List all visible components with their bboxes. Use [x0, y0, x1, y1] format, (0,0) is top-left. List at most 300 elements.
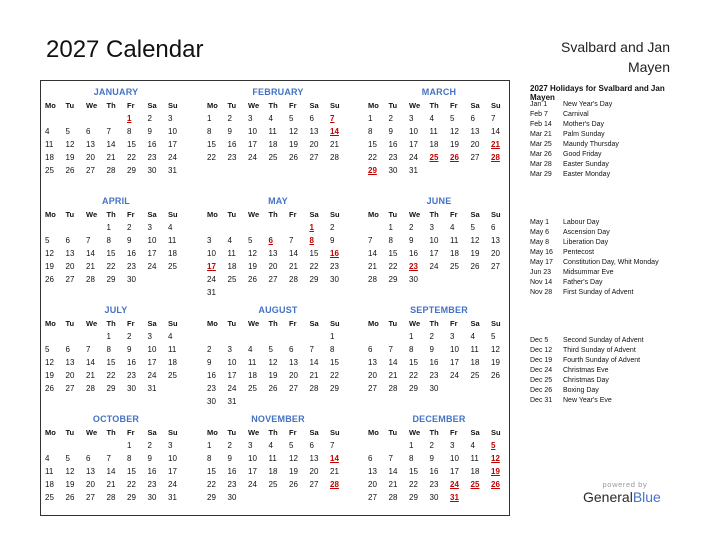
day-cell: 25	[45, 166, 54, 175]
day-cell: 19	[65, 153, 75, 162]
day-cell: 17	[168, 467, 177, 476]
holiday-name: Boxing Day	[563, 387, 599, 394]
weekday-header: Mo	[45, 210, 56, 219]
holiday-name: Good Friday	[563, 151, 602, 158]
day-cell: 7	[309, 345, 314, 354]
empty-day-cell	[269, 221, 290, 234]
empty-day-cell	[45, 439, 66, 452]
holiday-day-cell: 29	[368, 166, 377, 175]
holidays-title: 2027 Holidays for Svalbard and Jan Mayen	[530, 84, 665, 102]
month-days-grid	[45, 317, 187, 395]
holiday-day-cell: 5	[491, 441, 496, 450]
day-cell: 12	[65, 467, 75, 476]
day-cell: 30	[147, 166, 157, 175]
month-may	[207, 194, 349, 299]
day-cell: 29	[388, 275, 398, 284]
weekday-header: Sa	[309, 210, 319, 219]
weekday-header: We	[409, 101, 421, 110]
day-cell: 1	[330, 332, 335, 341]
day-cell: 4	[268, 114, 273, 123]
day-cell: 26	[45, 384, 54, 393]
weekday-header: Su	[168, 428, 178, 437]
weekday-header: We	[86, 319, 98, 328]
day-cell: 16	[409, 249, 418, 258]
holiday-day-cell: 14	[330, 127, 339, 136]
day-cell: 23	[227, 480, 237, 489]
day-cell: 15	[106, 249, 116, 258]
weekday-header: Th	[429, 428, 439, 437]
holiday-date: May 17	[530, 259, 553, 266]
day-cell: 20	[65, 371, 75, 380]
empty-day-cell	[310, 330, 331, 343]
day-cell: 12	[268, 358, 278, 367]
holiday-date: Dec 12	[530, 347, 553, 354]
holiday-date: Dec 19	[530, 357, 553, 364]
day-cell: 16	[227, 140, 237, 149]
day-cell: 27	[491, 262, 500, 271]
month-april	[45, 194, 187, 286]
day-cell: 15	[368, 140, 377, 149]
day-cell: 14	[289, 249, 298, 258]
day-cell: 19	[470, 249, 480, 258]
day-cell: 20	[309, 467, 319, 476]
day-cell: 2	[388, 114, 393, 123]
day-cell: 20	[289, 371, 298, 380]
holiday-row	[530, 218, 659, 228]
day-cell: 6	[86, 454, 91, 463]
holiday-day-cell: 12	[491, 454, 500, 463]
day-cell: 9	[227, 454, 232, 463]
day-cell: 29	[127, 166, 136, 175]
day-cell: 15	[409, 467, 418, 476]
day-cell: 30	[127, 384, 136, 393]
day-cell: 30	[388, 166, 398, 175]
day-cell: 4	[45, 127, 50, 136]
holiday-date: Mar 21	[530, 131, 552, 138]
day-cell: 13	[368, 358, 377, 367]
day-cell: 13	[491, 236, 500, 245]
day-cell: 23	[388, 153, 398, 162]
day-cell: 28	[106, 166, 116, 175]
day-cell: 1	[106, 332, 111, 341]
day-cell: 12	[289, 127, 298, 136]
day-cell: 8	[127, 127, 132, 136]
month-august	[207, 303, 349, 408]
holiday-name: Easter Monday	[563, 171, 611, 178]
day-cell: 1	[207, 441, 212, 450]
holiday-name: Maundy Thursday	[563, 141, 619, 148]
day-cell: 16	[127, 249, 136, 258]
weekday-header: Th	[268, 210, 278, 219]
day-cell: 4	[429, 114, 434, 123]
day-cell: 11	[470, 454, 479, 463]
day-cell: 15	[330, 358, 339, 367]
day-cell: 20	[470, 140, 480, 149]
day-cell: 11	[450, 236, 459, 245]
brand-logo[interactable]	[583, 480, 661, 505]
holiday-list-q2	[530, 218, 659, 298]
day-cell: 19	[289, 140, 298, 149]
day-cell: 2	[147, 441, 152, 450]
month-name: MARCH	[421, 87, 457, 97]
day-cell: 19	[45, 371, 54, 380]
holiday-name: New Year's Eve	[563, 397, 612, 404]
day-cell: 7	[388, 345, 393, 354]
day-cell: 11	[268, 127, 277, 136]
empty-day-cell	[289, 221, 310, 234]
weekday-header: Th	[106, 319, 116, 328]
day-cell: 9	[127, 236, 132, 245]
day-cell: 28	[368, 275, 377, 284]
day-cell: 11	[168, 345, 177, 354]
holiday-date: Dec 24	[530, 367, 553, 374]
day-cell: 28	[388, 493, 398, 502]
holiday-day-cell: 26	[491, 480, 500, 489]
day-cell: 8	[207, 127, 212, 136]
weekday-header: Fr	[127, 210, 135, 219]
day-cell: 12	[45, 249, 54, 258]
day-cell: 24	[168, 480, 177, 489]
day-cell: 30	[227, 493, 237, 502]
day-cell: 2	[147, 114, 152, 123]
day-cell: 22	[207, 480, 216, 489]
day-cell: 2	[429, 332, 434, 341]
weekday-header: Su	[330, 210, 340, 219]
weekday-header: Fr	[127, 101, 135, 110]
day-cell: 6	[309, 441, 314, 450]
day-cell: 7	[106, 454, 111, 463]
day-cell: 2	[409, 223, 414, 232]
day-cell: 14	[86, 358, 95, 367]
day-cell: 13	[65, 358, 75, 367]
day-cell: 19	[268, 371, 278, 380]
weekday-header: Fr	[289, 428, 297, 437]
day-cell: 3	[227, 345, 232, 354]
holiday-row	[530, 130, 619, 140]
day-cell: 22	[409, 480, 418, 489]
day-cell: 25	[268, 153, 278, 162]
holiday-row	[530, 248, 659, 258]
day-cell: 1	[409, 332, 414, 341]
weekday-header: Mo	[368, 210, 379, 219]
day-cell: 9	[127, 345, 132, 354]
empty-day-cell	[207, 221, 228, 234]
month-days-grid	[368, 317, 510, 395]
day-cell: 10	[429, 236, 439, 245]
holiday-date: Mar 29	[530, 171, 552, 178]
day-cell: 29	[207, 493, 216, 502]
day-cell: 22	[309, 262, 319, 271]
day-cell: 16	[227, 467, 237, 476]
day-cell: 29	[409, 384, 418, 393]
day-cell: 27	[309, 480, 319, 489]
day-cell: 10	[409, 127, 418, 136]
month-days-grid	[207, 208, 349, 299]
holiday-row	[530, 386, 644, 396]
day-cell: 16	[429, 467, 439, 476]
holiday-date: Mar 26	[530, 151, 552, 158]
day-cell: 6	[309, 114, 314, 123]
day-cell: 10	[168, 127, 177, 136]
month-name: APRIL	[102, 196, 130, 206]
day-cell: 8	[207, 454, 212, 463]
day-cell: 9	[147, 454, 152, 463]
holiday-date: Feb 14	[530, 121, 552, 128]
day-cell: 5	[289, 114, 294, 123]
day-cell: 1	[368, 114, 373, 123]
day-cell: 11	[45, 467, 54, 476]
day-cell: 21	[388, 371, 398, 380]
day-cell: 4	[450, 223, 455, 232]
day-cell: 16	[429, 358, 439, 367]
holiday-name: Christmas Day	[563, 377, 609, 384]
day-cell: 12	[289, 454, 298, 463]
weekday-header: Fr	[450, 319, 458, 328]
day-cell: 24	[409, 153, 418, 162]
weekday-header: Tu	[388, 101, 398, 110]
holiday-row	[530, 100, 619, 110]
day-cell: 12	[450, 127, 459, 136]
weekday-header: We	[248, 210, 260, 219]
weekday-header: Th	[106, 210, 116, 219]
holiday-list-q4	[530, 336, 644, 406]
day-cell: 25	[227, 275, 237, 284]
day-cell: 21	[330, 140, 339, 149]
holiday-date: May 6	[530, 229, 550, 236]
brand-general: General	[583, 489, 633, 505]
holiday-day-cell: 8	[309, 236, 314, 245]
month-name: AUGUST	[258, 305, 298, 315]
empty-day-cell	[45, 112, 66, 125]
holiday-day-cell: 23	[409, 262, 418, 271]
holiday-row	[530, 376, 644, 386]
holiday-name: Midsummar Eve	[563, 269, 614, 276]
holiday-name: New Year's Day	[563, 101, 613, 108]
day-cell: 3	[147, 223, 152, 232]
day-cell: 4	[168, 332, 173, 341]
day-cell: 18	[429, 140, 439, 149]
day-cell: 3	[207, 236, 212, 245]
day-cell: 21	[368, 262, 377, 271]
weekday-header: Th	[268, 319, 278, 328]
holiday-name: Easter Sunday	[563, 161, 609, 168]
day-cell: 16	[388, 140, 398, 149]
day-cell: 17	[450, 467, 459, 476]
holiday-day-cell: 1	[127, 114, 132, 123]
day-cell: 25	[168, 371, 177, 380]
day-cell: 5	[289, 441, 294, 450]
day-cell: 22	[388, 262, 398, 271]
holiday-date: Dec 31	[530, 397, 553, 404]
weekday-header: Su	[330, 101, 340, 110]
holiday-row	[530, 140, 619, 150]
day-cell: 4	[168, 223, 173, 232]
day-cell: 28	[86, 384, 95, 393]
empty-day-cell	[86, 221, 107, 234]
day-cell: 25	[450, 262, 459, 271]
day-cell: 18	[268, 467, 278, 476]
day-cell: 16	[207, 371, 216, 380]
day-cell: 27	[289, 384, 298, 393]
empty-day-cell	[368, 221, 389, 234]
day-cell: 17	[147, 249, 157, 258]
day-cell: 17	[168, 140, 177, 149]
weekday-header: Mo	[368, 428, 379, 437]
weekday-header: Sa	[147, 319, 157, 328]
holiday-day-cell: 31	[450, 493, 459, 502]
day-cell: 14	[368, 249, 377, 258]
day-cell: 10	[227, 358, 237, 367]
day-cell: 6	[470, 114, 475, 123]
day-cell: 3	[168, 114, 173, 123]
day-cell: 19	[45, 262, 54, 271]
holiday-row	[530, 228, 659, 238]
holiday-day-cell: 25	[429, 153, 439, 162]
month-february	[207, 85, 349, 164]
day-cell: 28	[309, 384, 319, 393]
holiday-date: May 8	[530, 239, 550, 246]
day-cell: 26	[289, 153, 298, 162]
day-cell: 27	[65, 384, 75, 393]
day-cell: 24	[147, 371, 157, 380]
day-cell: 5	[65, 454, 70, 463]
weekday-header: Sa	[470, 428, 480, 437]
day-cell: 18	[450, 249, 459, 258]
holiday-day-cell: 14	[330, 454, 339, 463]
holiday-name: First Sunday of Advent	[563, 289, 634, 296]
month-name: MAY	[268, 196, 288, 206]
weekday-header: Tu	[227, 319, 237, 328]
day-cell: 21	[388, 480, 398, 489]
weekday-header: Sa	[147, 428, 157, 437]
day-cell: 19	[491, 358, 500, 367]
holiday-name: Third Sunday of Advent	[563, 347, 636, 354]
day-cell: 18	[470, 467, 480, 476]
day-cell: 1	[409, 441, 414, 450]
weekday-header: Mo	[207, 210, 218, 219]
day-cell: 18	[248, 371, 257, 380]
month-days-grid	[368, 99, 510, 177]
weekday-header: Mo	[45, 101, 56, 110]
weekday-header: Mo	[207, 101, 218, 110]
day-cell: 13	[368, 467, 377, 476]
day-cell: 25	[248, 384, 257, 393]
weekday-header: Mo	[207, 428, 218, 437]
day-cell: 10	[248, 127, 257, 136]
day-cell: 23	[207, 384, 216, 393]
day-cell: 28	[86, 275, 95, 284]
day-cell: 2	[207, 345, 212, 354]
day-cell: 23	[147, 480, 157, 489]
month-name: FEBRUARY	[252, 87, 304, 97]
day-cell: 15	[127, 140, 136, 149]
weekday-header: Mo	[207, 319, 218, 328]
weekday-header: Mo	[368, 101, 379, 110]
weekday-header: We	[86, 210, 98, 219]
month-july	[45, 303, 187, 395]
day-cell: 20	[368, 371, 377, 380]
day-cell: 30	[429, 384, 439, 393]
day-cell: 12	[470, 236, 480, 245]
day-cell: 14	[86, 249, 95, 258]
day-cell: 9	[227, 127, 232, 136]
day-cell: 12	[45, 358, 54, 367]
day-cell: 12	[248, 249, 257, 258]
day-cell: 3	[450, 441, 455, 450]
region-line-1: Svalbard and Jan	[561, 39, 670, 55]
day-cell: 28	[330, 153, 339, 162]
holiday-day-cell: 6	[268, 236, 273, 245]
day-cell: 8	[388, 236, 393, 245]
day-cell: 13	[289, 358, 298, 367]
day-cell: 14	[309, 358, 319, 367]
day-cell: 18	[45, 153, 54, 162]
day-cell: 22	[368, 153, 377, 162]
day-cell: 13	[268, 249, 278, 258]
day-cell: 17	[409, 140, 418, 149]
day-cell: 8	[106, 345, 111, 354]
day-cell: 22	[207, 153, 216, 162]
weekday-header: Su	[330, 428, 340, 437]
day-cell: 21	[106, 153, 116, 162]
weekday-header: Th	[268, 428, 278, 437]
day-cell: 5	[470, 223, 475, 232]
day-cell: 8	[368, 127, 373, 136]
holiday-day-cell: 7	[330, 114, 335, 123]
day-cell: 6	[65, 345, 70, 354]
empty-day-cell	[228, 330, 249, 343]
weekday-header: Mo	[45, 428, 56, 437]
day-cell: 13	[65, 249, 75, 258]
holiday-day-cell: 17	[207, 262, 216, 271]
day-cell: 6	[491, 223, 496, 232]
day-cell: 8	[409, 454, 414, 463]
day-cell: 10	[147, 345, 157, 354]
day-cell: 8	[127, 454, 132, 463]
weekday-header: Fr	[289, 319, 297, 328]
month-january	[45, 85, 187, 177]
holiday-date: Dec 5	[530, 337, 549, 344]
day-cell: 10	[168, 454, 177, 463]
empty-day-cell	[248, 221, 269, 234]
brand-blue: Blue	[632, 489, 661, 505]
day-cell: 27	[65, 275, 75, 284]
weekday-header: Th	[429, 319, 439, 328]
weekday-header: Tu	[65, 101, 75, 110]
weekday-header: Tu	[65, 428, 75, 437]
day-cell: 22	[330, 371, 339, 380]
day-cell: 24	[429, 262, 439, 271]
holiday-name: Christmas Eve	[563, 367, 609, 374]
month-name: NOVEMBER	[251, 414, 305, 424]
month-days-grid	[207, 426, 349, 504]
day-cell: 9	[409, 236, 414, 245]
day-cell: 13	[86, 467, 95, 476]
day-cell: 27	[368, 384, 377, 393]
day-cell: 17	[429, 249, 439, 258]
day-cell: 5	[248, 236, 253, 245]
day-cell: 30	[409, 275, 418, 284]
day-cell: 26	[289, 480, 298, 489]
day-cell: 4	[470, 332, 475, 341]
holiday-row	[530, 170, 619, 180]
day-cell: 26	[470, 262, 480, 271]
weekday-header: Sa	[470, 101, 480, 110]
day-cell: 5	[268, 345, 273, 354]
day-cell: 7	[491, 114, 496, 123]
holiday-day-cell: 26	[450, 153, 459, 162]
day-cell: 30	[207, 397, 216, 406]
